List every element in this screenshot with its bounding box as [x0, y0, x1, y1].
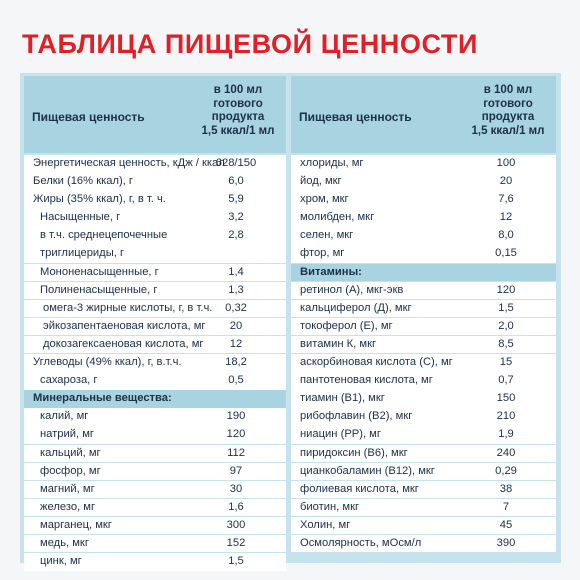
table-row: [291, 390, 556, 408]
header-line: продукта: [481, 111, 535, 123]
header-line: готового: [483, 97, 533, 110]
nutrient-name: магний, мг: [40, 482, 95, 495]
section-header-row: [24, 390, 286, 408]
table-row: [24, 173, 286, 191]
nutrient-name: Насыщенные, г: [40, 211, 121, 224]
nutrient-value: 100: [496, 157, 516, 169]
nutrient-name: Углеводы (49% ккал), г, в.т.ч.: [33, 356, 182, 369]
table-row: [24, 336, 286, 354]
nutrient-name: Полиненасыщенные, г: [40, 283, 158, 296]
table-row: [24, 227, 286, 245]
nutrient-value: 7: [502, 500, 510, 513]
nutrient-value: 45: [499, 518, 513, 531]
nutrient-name: омега-3 жирные кислоты, г, в т.ч.: [43, 301, 213, 314]
nutrient-name: пантотеновая кислота, мг: [300, 374, 433, 387]
nutrient-value: 120: [496, 283, 516, 296]
table-row: [24, 426, 286, 444]
nutrient-name: цианкобаламин (В12), мкг: [300, 464, 435, 477]
table-row: [24, 408, 286, 426]
nutrient-value: 18,2: [225, 356, 247, 369]
table-row: [291, 245, 556, 263]
table-row: [291, 499, 556, 517]
nutrient-value: 0,5: [228, 374, 244, 387]
header-line: в 100 мл: [483, 84, 533, 96]
nutrient-name: хром, мкг: [300, 193, 349, 206]
nutrient-name: Мононенасыщенные, г: [40, 265, 159, 278]
nutrient-value: 30: [229, 482, 243, 495]
nutrient-name: кальций, мг: [40, 446, 101, 459]
nutrient-name: медь, мкг: [40, 536, 89, 549]
nutrient-value: 97: [229, 464, 243, 477]
table-row: [291, 408, 556, 426]
header-line: в 100 мл: [213, 84, 263, 96]
nutrient-value: 2,0: [498, 319, 514, 332]
nutrient-value: 390: [496, 536, 516, 549]
table-row: [24, 517, 286, 535]
table-row: [291, 155, 556, 173]
table-row: [291, 372, 556, 390]
nutrient-value: 210: [496, 410, 516, 423]
nutrient-value: 0,32: [225, 301, 247, 314]
right-rows: [291, 155, 556, 553]
nutrient-value: 5,9: [228, 193, 244, 206]
nutrient-value: 1,4: [228, 265, 244, 278]
nutrient-name: эйкозапентаеновая кислота, мг: [43, 319, 206, 332]
nutrient-name: железо, мг: [40, 500, 96, 513]
table-row: [291, 336, 556, 354]
column-header-name: Пищевая ценность: [299, 110, 412, 124]
header-line: 1,5 ккал/1 мл: [201, 124, 275, 137]
nutrient-value: 1,5: [228, 555, 244, 568]
table-row: [291, 227, 556, 245]
nutrient-value: 152: [226, 536, 246, 549]
nutrient-name: Минеральные вещества:: [33, 392, 172, 405]
table-row: [291, 354, 556, 372]
column-header-value: [194, 84, 282, 138]
column-header-value: [464, 84, 552, 138]
nutrient-value: 8,5: [498, 337, 514, 350]
nutrient-value: 1,6: [228, 500, 244, 513]
header-line: 1,5 ккал/1 мл: [471, 124, 545, 137]
nutrient-value: 12: [229, 337, 243, 350]
section-header-row: [291, 264, 556, 282]
nutrient-name: ниацин (РР), мг: [300, 428, 381, 441]
table-row: [24, 318, 286, 336]
nutrient-value: 0,7: [498, 374, 514, 387]
nutrient-name: натрий, мг: [40, 428, 94, 441]
table-row: [291, 209, 556, 227]
table-row: [24, 209, 286, 227]
nutrient-name: цинк, мг: [40, 555, 82, 568]
nutrient-name: Жиры (35% ккал), г, в т. ч.: [33, 193, 166, 206]
table-row: [24, 535, 286, 553]
left-rows: [24, 155, 286, 571]
table-row: [24, 553, 286, 571]
table-row: [24, 445, 286, 463]
table-row: [24, 282, 286, 300]
nutrient-value: 1,9: [498, 428, 514, 441]
nutrient-value: 8,0: [498, 229, 514, 242]
nutrient-name: рибофлавин (В2), мкг: [300, 410, 413, 423]
table-row: [24, 264, 286, 282]
nutrient-name: витамин К, мкг: [300, 337, 377, 350]
nutrient-name: кальциферол (Д), мкг: [300, 301, 412, 314]
nutrient-name: Витамины:: [300, 265, 362, 278]
nutrient-name: фолиевая кислота, мкг: [300, 482, 419, 495]
nutrient-value: 628/150: [215, 157, 257, 169]
nutrient-name: селен, мкг: [300, 229, 354, 242]
nutrient-value: 240: [496, 446, 516, 459]
nutrient-value: 38: [499, 482, 513, 495]
nutrient-name: триглицериды, г: [40, 247, 125, 260]
nutrient-name: токоферол (Е), мг: [300, 319, 393, 332]
nutrient-value: 150: [496, 392, 516, 405]
nutrient-name: аскорбиновая кислота (С), мг: [300, 356, 453, 369]
table-row: [24, 354, 286, 372]
nutrient-name: биотин, мкг: [300, 500, 360, 513]
table-row: [291, 517, 556, 535]
nutrient-name: пиридоксин (В6), мкг: [300, 446, 408, 459]
nutrient-value: 6,0: [228, 175, 244, 188]
nutrient-value: 2,8: [228, 229, 244, 242]
nutrient-name: Осмолярность, мОсм/л: [300, 536, 422, 549]
right-column-header: [291, 76, 556, 153]
nutrient-name: докозагексаеновая кислота, мг: [43, 337, 204, 350]
table-row: [24, 372, 286, 390]
nutrient-value: 120: [226, 428, 246, 441]
table-row: [24, 191, 286, 209]
nutrient-value: 0,15: [495, 247, 517, 260]
header-line: готового: [213, 97, 263, 110]
nutrient-name: фосфор, мг: [40, 464, 101, 477]
nutrient-value: 300: [226, 518, 246, 531]
table-row: [24, 300, 286, 318]
nutrient-value: 1,5: [498, 301, 514, 314]
nutrient-name: хлориды, мг: [300, 157, 364, 169]
table-row: [291, 300, 556, 318]
nutrient-name: Энергетическая ценность, кДж / ккал: [33, 157, 225, 169]
nutrient-name: сахароза, г: [40, 374, 98, 387]
nutrient-value: 20: [499, 175, 513, 188]
nutrient-name: молибден, мкг: [300, 211, 375, 224]
page-title: ТАБЛИЦА ПИЩЕВОЙ ЦЕННОСТИ: [22, 29, 479, 59]
table-row: [291, 173, 556, 191]
nutrient-name: тиамин (В1), мкг: [300, 392, 385, 405]
nutrient-name: Белки (16% ккал), г: [33, 175, 134, 188]
nutrient-name: Холин, мг: [300, 518, 351, 531]
nutrient-value: 12: [499, 211, 513, 224]
nutrient-value: 15: [499, 356, 513, 369]
nutrient-value: 20: [229, 319, 243, 332]
table-row: [291, 463, 556, 481]
table-row: [24, 481, 286, 499]
table-row: [291, 191, 556, 209]
nutrient-value: 0,29: [495, 464, 517, 477]
left-column-header: [24, 76, 286, 153]
nutrient-value: 3,2: [228, 211, 244, 224]
table-row: [24, 499, 286, 517]
table-row: [291, 445, 556, 463]
nutrient-name: марганец, мкг: [40, 518, 112, 531]
column-header-name: Пищевая ценность: [32, 110, 145, 124]
nutrient-name: ретинол (А), мкг-экв: [300, 283, 404, 296]
table-row: [291, 282, 556, 300]
nutrient-name: фтор, мг: [300, 247, 345, 260]
nutrient-value: 7,6: [498, 193, 514, 206]
table-row: [24, 245, 286, 263]
table-row: [291, 535, 556, 553]
table-row: [291, 481, 556, 499]
nutrient-value: 112: [227, 446, 245, 459]
nutrient-name: йод, мкг: [300, 175, 342, 188]
nutrient-name: в т.ч. среднецепочечные: [40, 229, 168, 242]
nutrient-value: 190: [226, 410, 246, 423]
nutrient-value: 1,3: [228, 283, 244, 296]
table-row: [291, 426, 556, 444]
header-line: продукта: [211, 111, 265, 123]
table-row: [291, 318, 556, 336]
column-divider: [287, 76, 290, 560]
table-row: [24, 463, 286, 481]
table-row: [24, 155, 286, 173]
nutrient-name: калий, мг: [40, 410, 89, 423]
